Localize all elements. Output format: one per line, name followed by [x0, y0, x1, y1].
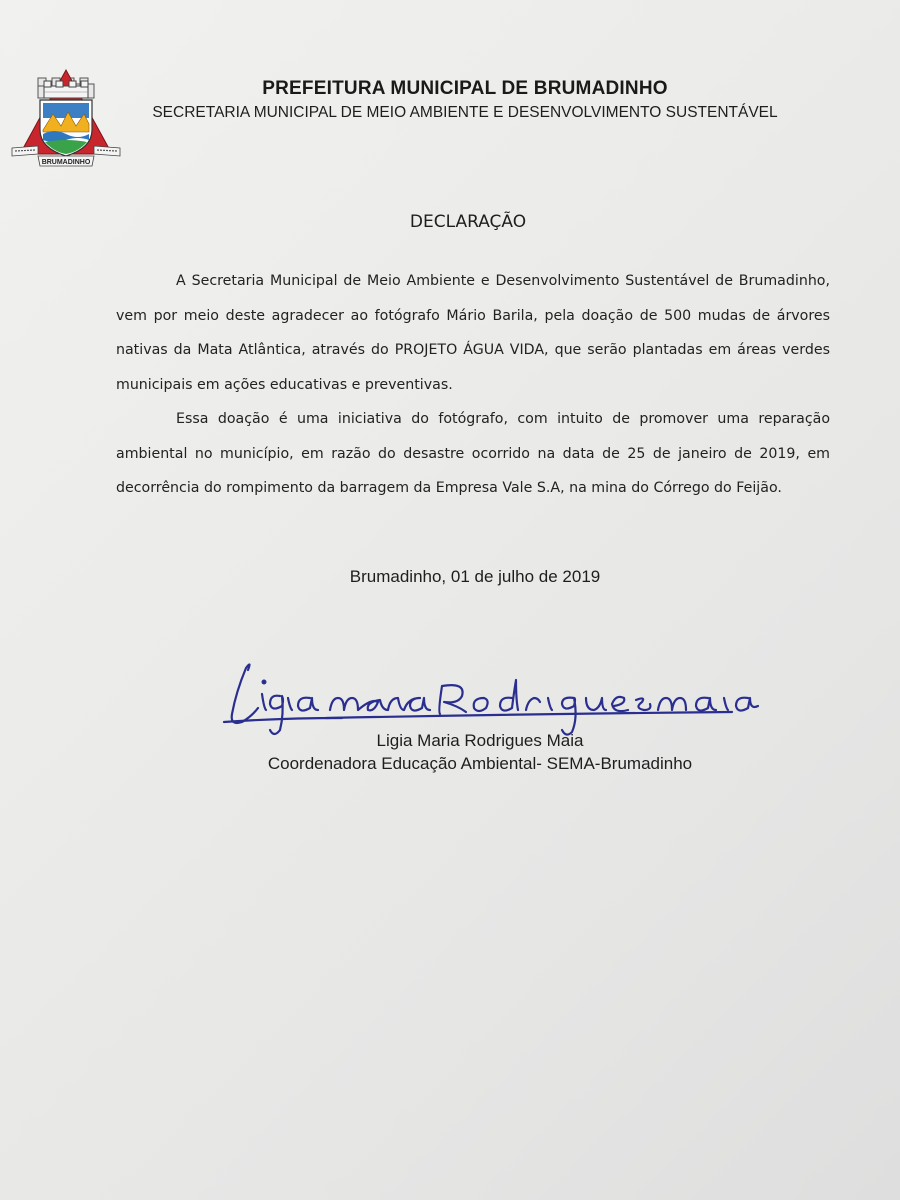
- paragraph-1: A Secretaria Municipal de Meio Ambiente e Desenvolvimento Sustentável de Brumadinho, vem por meio deste agradecer ao fotógrafo Mário Barila, pela doação de 500 mudas de árvores nativas da Mata Atlântica, através do PROJETO ÁGUA VIDA, que serão plantadas em áreas verdes municipais em ações educativas e preventivas.: [116, 273, 830, 393]
- header-title: PREFEITURA MUNICIPAL DE BRUMADINHO: [262, 78, 668, 99]
- place-and-date: Brumadinho, 01 de julho de 2019: [349, 567, 601, 586]
- header-subtitle: SECRETARIA MUNICIPAL DE MEIO AMBIENTE E DESENVOLVIMENTO SUSTENTÁVEL: [152, 104, 778, 121]
- paragraph-2: Essa doação é uma iniciativa do fotógrafo, com intuito de promover uma reparação ambiental no município, em razão do desastre ocorrido na data de 25 de janeiro de 2019, em decorrência do rompimento da barragem da Empresa Vale S.A, na mina do Córrego do Feijão.: [116, 411, 830, 496]
- signer-name: Ligia Maria Rodrigues Maia: [376, 731, 584, 750]
- crest-banner-text: BRUMADINHO: [41, 159, 91, 166]
- document-body: [116, 264, 830, 506]
- document-title: DECLARAÇÃO: [409, 212, 527, 232]
- signer-role: Coordenadora Educação Ambiental- SEMA-Brumadinho: [267, 754, 693, 773]
- handwritten-signature: [222, 652, 762, 742]
